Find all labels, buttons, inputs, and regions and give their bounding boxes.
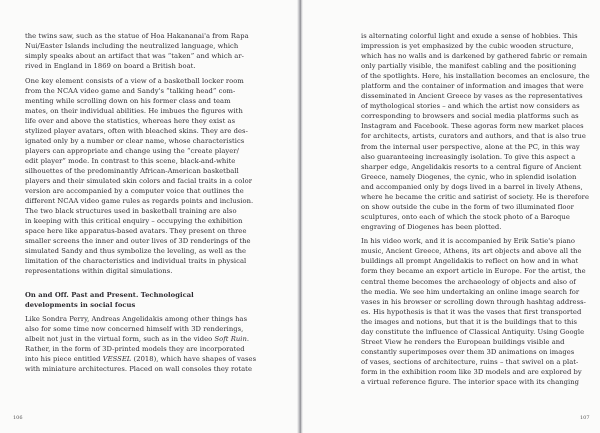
paragraph	[25, 314, 257, 374]
text-line: also for some time now concerned himself with 3D renderings,	[25, 324, 244, 333]
text-line: es. His hypothesis is that it was the vases that first transported	[361, 307, 582, 316]
text-line: in keeping with this critical enquiry – occupying the exhibition	[25, 217, 243, 226]
text-line: a virtual reference figure. The interior space with its changing	[361, 377, 580, 386]
paragraph	[361, 236, 586, 387]
left-text-column	[25, 31, 257, 378]
text-line: Street View he renders the European buildings visible and	[361, 337, 565, 346]
text-line: stylized player avatars, often with bleached skins. They are des-	[25, 126, 248, 135]
text-line: Rather, in the form of 3D-printed models they are incorporated	[25, 344, 245, 353]
text-line: The two black structures used in basketball training are also	[25, 207, 237, 216]
paragraph	[25, 31, 249, 71]
text-line: is alternating colorful light and exude a sense of hobbies. This	[361, 32, 578, 40]
text-line: form in the exhibition room like 3D models and are explored by	[361, 367, 582, 376]
text-line: buildings all prompt Angelidakis to reflect on how and in what	[361, 257, 579, 266]
text-line: platform and the container of information and images that were	[361, 82, 584, 91]
text-line: from the internal user perspective, alone at the PC, in this way	[361, 142, 580, 151]
right-text-column	[361, 31, 590, 391]
text-line: In his video work, and it is accompanied by Erik Satie's piano	[361, 237, 576, 246]
text-line: constantly superimposes over them 3D animations on images	[361, 347, 575, 356]
text-line: simply speaks about an artifact that was “taken” and which ar-	[25, 52, 244, 61]
text-line: with miniature architectures. Placed on wall consoles they rotate	[25, 364, 252, 373]
text-line	[25, 334, 250, 344]
page-number: 107	[580, 415, 590, 421]
text-line: and accompanied only by dogs lived in a barrel in lively Athens,	[361, 182, 583, 191]
text-line: space here like apparatus-based avatars. They present on three	[25, 227, 247, 236]
text-line: the twins saw, such as the statue of Hoa Hakananai'a from Rapa	[25, 32, 249, 40]
text-line: Instagram and Facebook. These agoras form new market places	[361, 122, 584, 131]
text-line: of mythological stories – and which the artist now considers as	[361, 102, 580, 111]
text-line	[25, 354, 257, 364]
text-line: the media. We see him undertaking an online image search for	[361, 287, 580, 296]
text-line: disseminated in Ancient Greece by vases as the representatives	[361, 92, 583, 101]
text-line: of vases, sections of architecture, ruins – that swivel on a plat-	[361, 357, 579, 366]
text-line: players can appropriate and change using the “create player/	[25, 146, 239, 155]
text-line: life over and above the statistics, whereas here they exist as	[25, 116, 236, 125]
text-line: which has no walls and is darkened by gathered fabric or remain	[361, 52, 588, 61]
text-line: mates, on their individual abilities. He imbues the figures with	[25, 106, 243, 115]
text-fragment: albeit not just in the virtual form, such as in the video	[25, 334, 215, 343]
text-line: Like Sondra Perry, Andreas Angelidakis among other things has	[25, 314, 248, 323]
text-line: from the NCAA video game and Sandy's “talking head” com-	[25, 86, 236, 95]
text-line: on show outside the cube in the form of two illuminated floor	[361, 202, 574, 211]
text-line: edit player” mode. In contrast to this scene, black-and-white	[25, 156, 236, 165]
text-line: only partially visible, the manifest cabling and the positioning	[361, 62, 577, 71]
text-line: where he became the critic and satirist of society. He is therefore	[361, 192, 589, 201]
text-line: smaller screens the inner and outer lives of 3D renderings of the	[25, 237, 251, 246]
paragraph	[25, 76, 254, 277]
text-line: silhouettes of the predominantly African-American basketball	[25, 167, 239, 175]
heading-line: developments in social focus	[25, 300, 136, 309]
text-line: ignated only by a number or clear name, whose characteristics	[25, 136, 245, 145]
text-line: menting while scrolling down on his former class and team	[25, 96, 231, 105]
text-line: music, Ancient Greece, Athens, its art objects and above all the	[361, 247, 582, 256]
text-line: also guaranteeing increasingly isolation. To give this aspect a	[361, 152, 576, 161]
text-line: different NCAA video game rules as regards points and inclusion.	[25, 197, 254, 206]
page-number: 106	[13, 415, 23, 421]
text-line: Nui/Easter Islands including the neutralized language, which	[25, 42, 239, 51]
paragraph	[361, 31, 590, 232]
text-line: form they became an export article in Europe. For the artist, the	[361, 267, 586, 276]
book-gutter	[297, 0, 303, 433]
text-line: Greece, namely Diogenes, the cynic, who in splendid isolation	[361, 172, 577, 181]
text-line: players and their simulated skin colors and facial traits in a color	[25, 177, 252, 186]
text-line: vases in his browser or scrolling down through hashtag address-	[361, 297, 586, 306]
text-line: the images and notions, but that it is the buildings that to this	[361, 317, 577, 326]
heading-line: On and Off. Past and Present. Technological	[25, 290, 194, 299]
work-title: VESSEL	[102, 354, 132, 363]
text-fragment: (2018), which have shapes of vases	[131, 354, 257, 363]
text-line: rived in England in 1869 on board a British boat.	[25, 62, 196, 71]
text-line: limitation of the characteristics and individual traits in physical	[25, 257, 247, 266]
text-fragment: into his piece entitled	[25, 354, 103, 363]
text-line: day constitute the influence of Classical Antiquity. Using Google	[361, 327, 585, 336]
text-line: corresponding to browsers and social media platforms such as	[361, 112, 579, 121]
text-fragment: .	[246, 334, 250, 343]
text-line: central theme becomes the archaeology of objects and also of	[361, 277, 576, 286]
text-line: for architects, artists, curators and authors, and that is also true	[361, 132, 586, 141]
section-heading	[25, 290, 243, 310]
text-line: of the spotlights. Here, his installation becomes an enclosure, the	[361, 72, 590, 81]
text-line: impression is yet emphasized by the cubic wooden structure,	[361, 42, 574, 51]
text-line: version are accompanied by a computer voice that outlines the	[25, 187, 244, 196]
text-line: sculptures, onto each of which the stock photo of a Baroque	[361, 212, 570, 221]
text-line: representations within digital simulations.	[25, 267, 173, 276]
work-title: Soft Ruin	[214, 334, 247, 343]
text-line: simulated Sandy and thus symbolize the leveling, as well as the	[25, 247, 247, 256]
text-line: engraving of Diogenes has been plotted.	[361, 222, 502, 231]
right-page	[300, 0, 600, 433]
text-line: sharper edge, Angelidakis resorts to a central figure of Ancient	[361, 162, 582, 171]
text-line: One key element consists of a view of a basketball locker room	[25, 76, 244, 85]
